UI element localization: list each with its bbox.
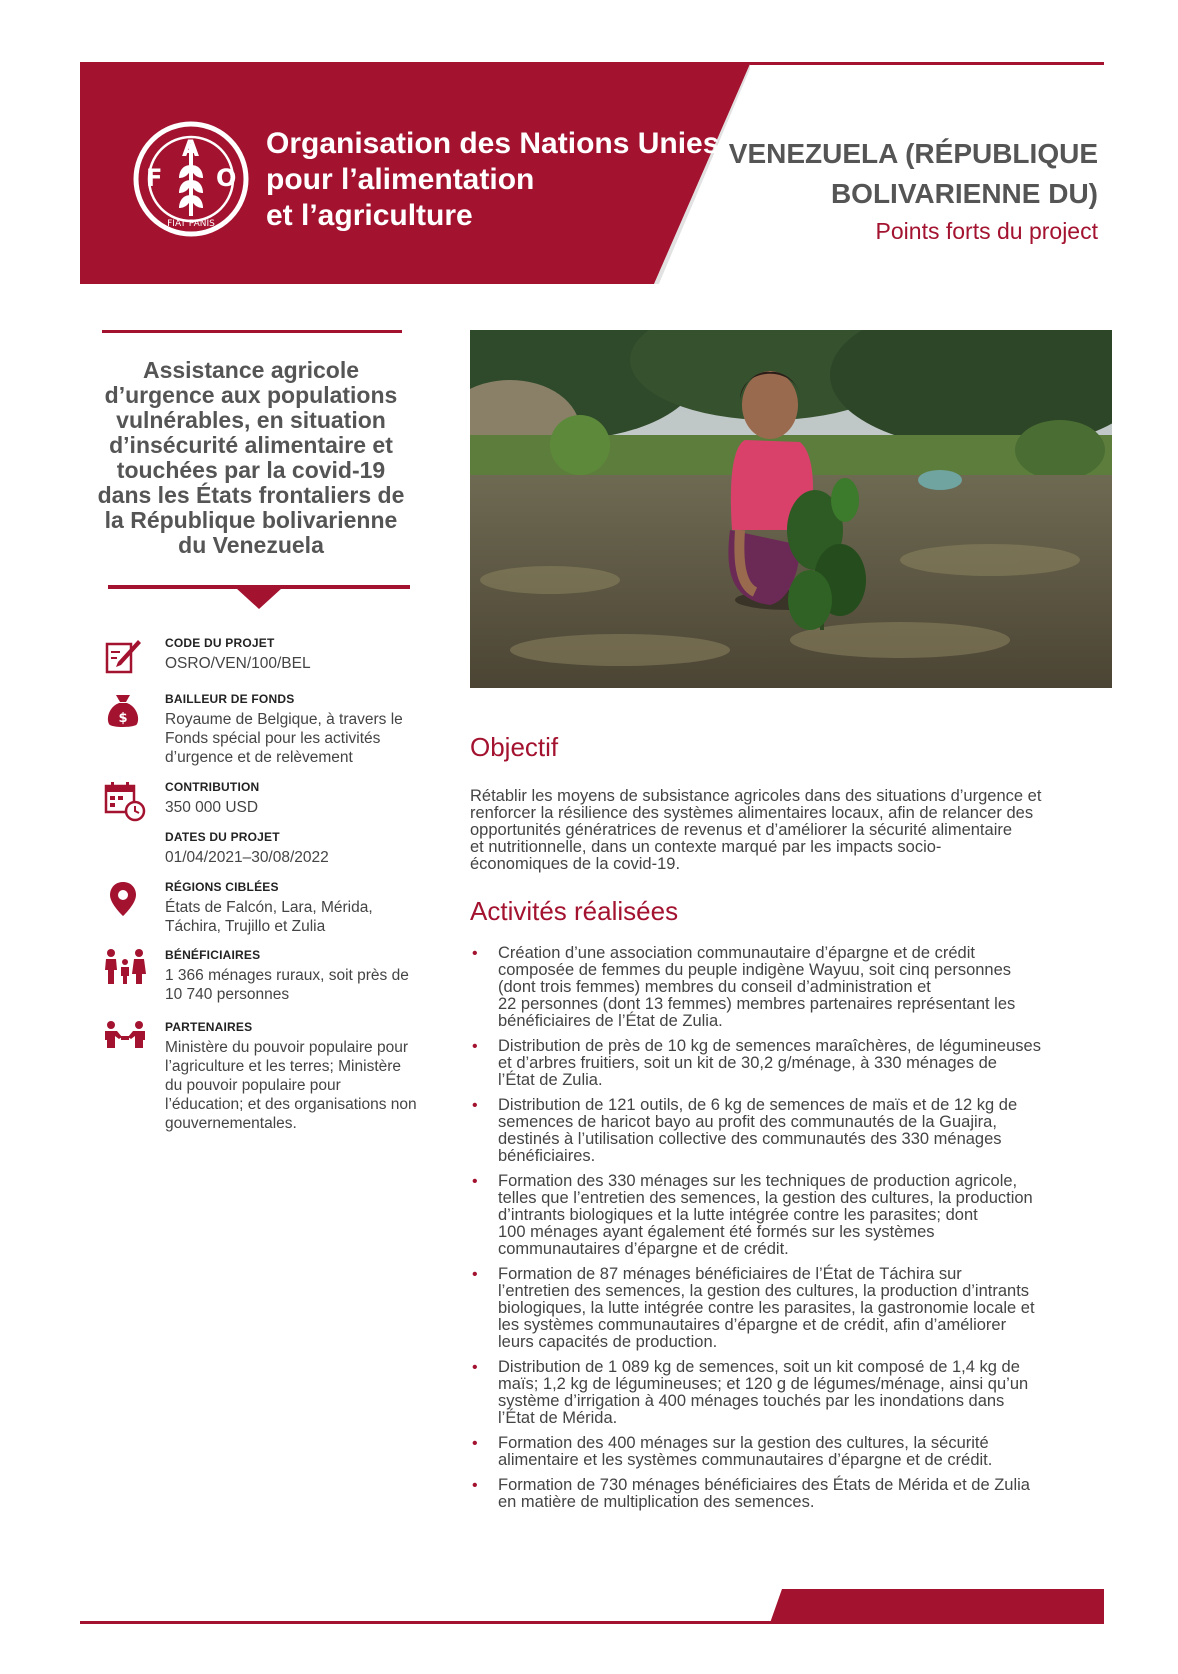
family-icon <box>104 948 142 986</box>
info-label: DATES DU PROJET <box>165 830 280 844</box>
info-label: RÉGIONS CIBLÉES <box>165 880 279 894</box>
footer-rule <box>80 1621 1104 1624</box>
org-name-line: pour l’alimentation <box>266 163 535 196</box>
organization-name <box>266 126 720 234</box>
org-name-line: Organisation des Nations Unies <box>266 127 720 160</box>
list-item: • Formation des 400 ménages sur la gestion des cultures, la sécurité alimentaire et les systèmes communautaires d’épargne et de crédit. <box>472 1434 993 1469</box>
document-subtitle: Points forts du project <box>875 218 1098 244</box>
project-title-line: du Venezuela <box>178 532 324 558</box>
country-line: BOLIVARIENNE DU) <box>830 178 1098 209</box>
objective-text: Rétablir les moyens de subsistance agricoles dans des situations d’urgence et renforcer la résilience des systèmes alimentaires locaux, afin de relancer des opportunités génératrices de revenus et d’améliorer la sécurité alimentaire et nutritionnelle, dans un contexte marqué par les impacts socio- économiques de la covid-19. <box>470 787 1042 873</box>
country-title <box>729 134 1098 214</box>
project-title-line: d’insécurité alimentaire et <box>109 432 393 458</box>
info-value: 350 000 USD <box>165 799 259 816</box>
svg-text:FIAT PANIS: FIAT PANIS <box>167 219 215 229</box>
sidebar-top-rule <box>102 330 402 333</box>
project-title-line: la République bolivarienne <box>104 507 398 533</box>
info-label: BAILLEUR DE FONDS <box>165 692 295 706</box>
activities-list <box>470 945 1110 1519</box>
activities-heading: Activités réalisées <box>470 896 679 926</box>
info-value: 01/04/2021–30/08/2022 <box>165 849 329 866</box>
project-title-line: Assistance agricole <box>142 357 360 383</box>
info-value: 1 366 ménages ruraux, soit près de 10 740 personnes <box>165 967 409 1003</box>
svg-text:O: O <box>216 164 237 192</box>
project-title <box>96 358 406 558</box>
project-title-line: d’urgence aux populations <box>104 382 398 408</box>
info-label: CODE DU PROJET <box>165 636 275 650</box>
info-label: PARTENAIRES <box>165 1020 253 1034</box>
project-title-line: touchées par la covid-19 <box>116 457 386 483</box>
list-item: • Formation des 330 ménages sur les techniques de production agricole, telles que l’entretien des semences, la gestion des cultures, la production d’intrants biologiques et la lutte intégrée contre les parasites; dont 100 ménages ayant également été formés sur les systèmes communautaires d’épargne et de crédit. <box>472 1172 1033 1258</box>
location-pin-icon <box>104 880 142 918</box>
org-name-line: et l’agriculture <box>266 199 473 232</box>
sidebar-bottom-rule <box>108 585 410 613</box>
calendar-clock-icon <box>104 780 142 818</box>
list-item: • Formation de 730 ménages bénéficiaires des États de Mérida et de Zulia en matière de multiplication des semences. <box>472 1476 1030 1511</box>
info-value: Ministère du pouvoir populaire pour l’agriculture et les terres; Ministère du pouvoir populaire pour l’éducation; et des organisations non gouvernementales. <box>165 1039 417 1132</box>
info-value: OSRO/VEN/100/BEL <box>165 655 311 672</box>
handshake-icon <box>104 1020 142 1058</box>
info-value: Royaume de Belgique, à travers le Fonds spécial pour les activités d’urgence et de relèvement <box>165 711 403 766</box>
list-item: • Distribution de près de 10 kg de semences maraîchères, de légumineuses et d’arbres fruitiers, soit un kit de 30,2 g/ménage, à 330 ménages de l’État de Zulia. <box>472 1037 1041 1089</box>
objective-heading: Objectif <box>470 732 559 762</box>
project-title-line: dans les États frontaliers de <box>97 482 405 508</box>
svg-text:F: F <box>146 164 163 192</box>
svg-text:$: $ <box>118 711 128 726</box>
list-item: • Distribution de 1 089 kg de semences, soit un kit composé de 1,4 kg de maïs; 1,2 kg de légumineuses; et 120 g de légumes/ménage, ainsi qu’un système d’irrigation à 400 ménages touchés par les inondations dans l’État de Mérida. <box>472 1358 1029 1427</box>
project-title-line: vulnérables, en situation <box>116 407 386 433</box>
project-photo <box>470 330 1112 688</box>
list-item: • Formation de 87 ménages bénéficiaires de l’État de Táchira sur l’entretien des semences, la gestion des cultures, la production d’intrants biologiques, la lutte intégrée contre les parasites, la gastronomie locale et les systèmes communautaires d’épargne et de crédit, afin d’améliorer leurs capacités de production. <box>472 1265 1035 1351</box>
list-item: • Création d’une association communautaire d’épargne et de crédit composée de femmes du peuple indigène Wayuu, soit cinq personnes (dont trois femmes) membres du conseil d’administration et 22 personnes (dont 13 femmes) membres partenaires représentant les bénéficiaires de l’État de Zulia. <box>472 944 1016 1030</box>
fao-logo <box>132 120 250 238</box>
pencil-document-icon <box>104 636 142 674</box>
info-value: États de Falcón, Lara, Mérida, Táchira, Trujillo et Zulia <box>165 899 373 935</box>
info-label: CONTRIBUTION <box>165 780 260 794</box>
info-label: BÉNÉFICIAIRES <box>165 948 261 962</box>
svg-text:A: A <box>182 137 200 162</box>
list-item: • Distribution de 121 outils, de 6 kg de semences de maïs et de 12 kg de semences de haricot bayo au profit des communautés de la Guajira, destinés à l’utilisation collective des communautés des 330 ménages bénéficiaires. <box>472 1096 1018 1165</box>
country-line: VENEZUELA (RÉPUBLIQUE <box>728 138 1098 169</box>
money-bag-icon <box>104 692 142 730</box>
